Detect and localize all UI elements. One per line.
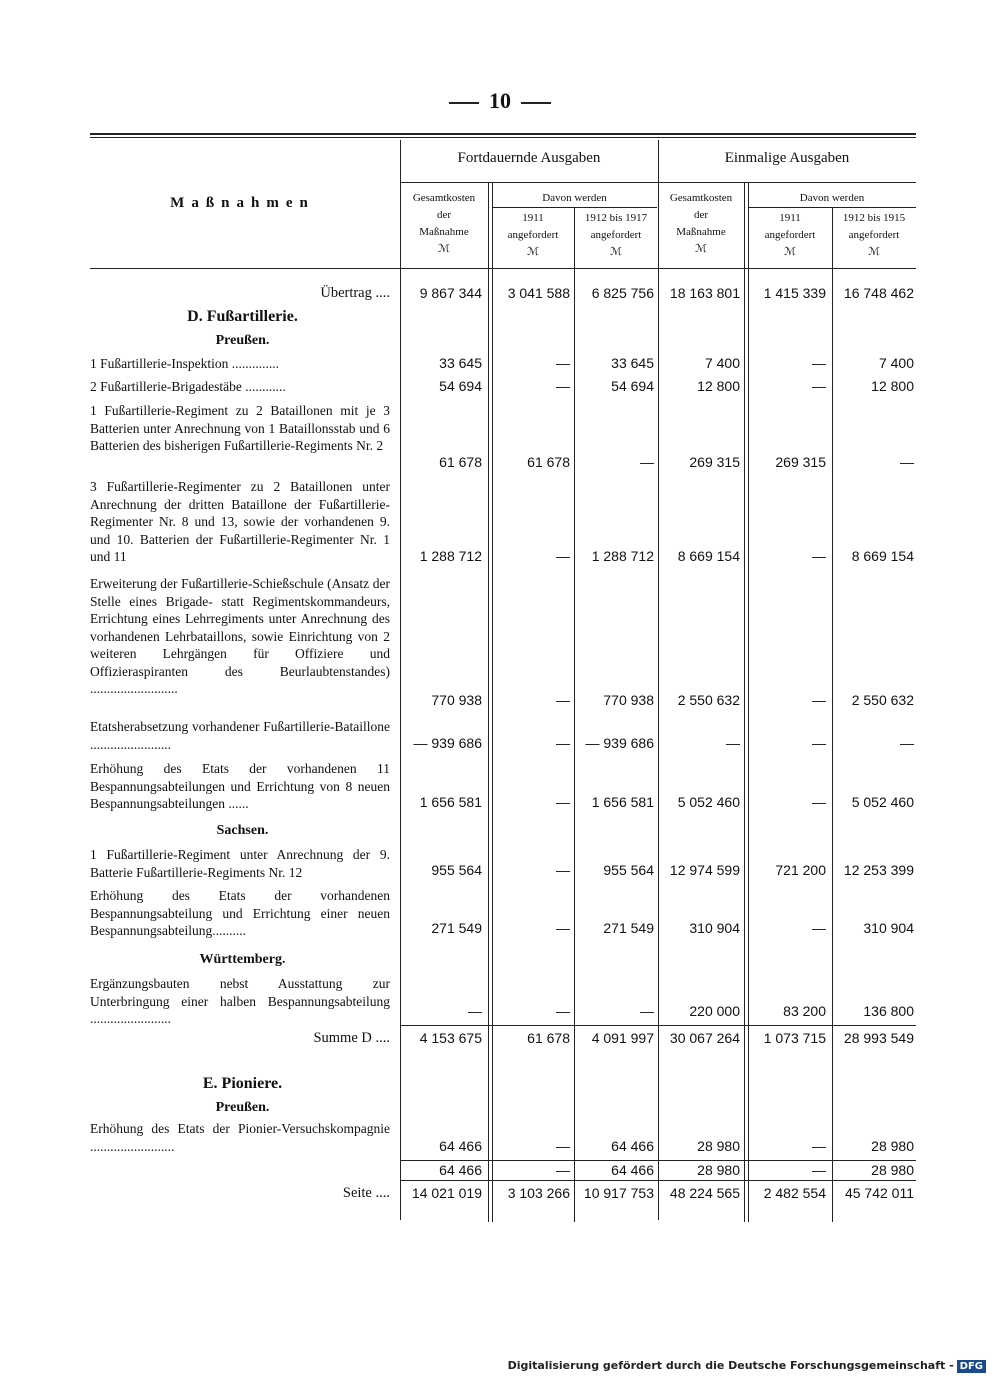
section-heading: Preußen. — [215, 1100, 270, 1115]
table-cell: 2 550 632 — [851, 692, 914, 708]
table-cell: 10 917 753 — [583, 1185, 654, 1201]
table-cell: 12 800 — [697, 378, 740, 394]
page-number — [0, 88, 1000, 114]
table-cell: 271 549 — [431, 920, 482, 936]
col-gesamt-1 — [400, 190, 488, 258]
col-gesamt-line: der — [436, 209, 452, 221]
table-cell: 45 742 011 — [844, 1185, 914, 1201]
col-gesamt-2 — [658, 190, 744, 258]
section-heading: Sachsen. — [216, 823, 269, 838]
dfg-logo: DFG — [957, 1360, 986, 1373]
header-bottom-rule — [90, 268, 916, 269]
col-gesamt-line: der — [693, 209, 709, 221]
row-label: Etatsherabsetzung vorhandener Fußartillerie-Bataillone ........................ — [90, 719, 390, 752]
table-cell: 5 052 460 — [851, 794, 914, 810]
col-1912-line: angefordert — [848, 229, 900, 241]
table-cell: — — [556, 920, 570, 936]
row-label: Übertrag .... — [320, 285, 390, 301]
col-1911-line: angefordert — [764, 229, 816, 241]
section-heading: Württemberg. — [199, 952, 286, 967]
table-cell: 955 564 — [603, 862, 654, 878]
table-cell: — — [726, 735, 740, 751]
table-cell: — — [812, 735, 826, 751]
page-number-text: 10 — [489, 88, 511, 113]
col-1911-line: 1911 — [779, 212, 801, 224]
table-cell: 61 678 — [527, 454, 570, 470]
table-cell: 61 678 — [439, 454, 482, 470]
table-cell: — — [640, 454, 654, 470]
col-line-2b — [492, 182, 493, 1222]
table-cell: 33 645 — [611, 355, 654, 371]
unit-label: ℳ — [610, 246, 622, 258]
col-gesamt-line: Gesamtkosten — [669, 192, 733, 204]
group-einmalig: Einmalige Ausgaben — [724, 150, 850, 166]
table-cell: 220 000 — [689, 1003, 740, 1019]
table-cell: 83 200 — [783, 1003, 826, 1019]
row-label: Erhöhung des Etats der vorhandenen 11 Bespannungsabteilungen und Errichtung von 8 neuen Bespannungsabteilungen ...... — [90, 761, 390, 811]
dash-right — [521, 102, 551, 104]
table-cell: 48 224 565 — [669, 1185, 740, 1201]
row-label: Erhöhung des Etats der Pionier-Versuchskompagnie ......................... — [90, 1121, 390, 1154]
section-heading: E. Pioniere. — [202, 1075, 283, 1092]
table-cell: 721 200 — [775, 862, 826, 878]
row-label: Summe D .... — [313, 1030, 390, 1046]
footer — [508, 1359, 986, 1373]
table-cell: 18 163 801 — [669, 285, 740, 301]
footer-text: Digitalisierung gefördert durch die Deutsche Forschungsgemeinschaft - — [507, 1359, 954, 1372]
table-cell: — — [812, 378, 826, 394]
table-cell: 30 067 264 — [669, 1030, 740, 1046]
table-cell: 16 748 462 — [843, 285, 914, 301]
col-1912-line: angefordert — [590, 229, 642, 241]
table-cell: — — [556, 1138, 570, 1154]
col-gesamt-line: Maßnahme — [676, 226, 726, 238]
col-1912-line: 1912 bis 1915 — [842, 212, 906, 224]
table-cell: — — [812, 548, 826, 564]
table-cell: 3 041 588 — [507, 285, 570, 301]
col-1911-line: angefordert — [507, 229, 559, 241]
table-cell: 28 993 549 — [843, 1030, 914, 1046]
table-cell: 12 800 — [871, 378, 914, 394]
table-cell: 269 315 — [689, 454, 740, 470]
table-cell: 64 466 — [611, 1138, 654, 1154]
table-cell: — — [556, 862, 570, 878]
table-cell: 28 980 — [871, 1138, 914, 1154]
table-cell: — — [556, 378, 570, 394]
table-cell: — — [640, 1003, 654, 1019]
row-label: Ergänzungsbauten nebst Ausstattung zur Unterbringung einer halben Bespannungsabteilung ........................ — [90, 976, 390, 1026]
table-cell: 12 974 599 — [669, 862, 740, 878]
summe-d-rule — [400, 1025, 916, 1026]
row-label: Seite .... — [342, 1185, 390, 1201]
table-cell: 269 315 — [775, 454, 826, 470]
section-heading: D. Fußartillerie. — [187, 308, 298, 325]
table-cell: 1 656 581 — [419, 794, 482, 810]
table-cell: 7 400 — [704, 355, 740, 371]
dash-left — [449, 102, 479, 104]
col-line-6 — [832, 207, 833, 1222]
row-label: 1 Fußartillerie-Regiment unter Anrechnung der 9. Batterie Fußartillerie-Regiments Nr. 12 — [90, 847, 390, 880]
row-label: Erweiterung der Fußartillerie-Schießschule (Ansatz der Stelle eines Brigade- statt Regimentskommandeurs, Errichtung eines Lehrregiments unter Anrechnung des vorhandenen Lehrbataillons, sowie Einrichtung von 2 weiteren Lehrgängen für Offiziere und Offizieraspiranten des Beurlaubtenstandes) .......................... — [90, 576, 390, 696]
table-cell: 54 694 — [439, 378, 482, 394]
table-cell: — — [556, 1162, 570, 1178]
table-cell: — — [812, 355, 826, 371]
unit-label: ℳ — [695, 243, 707, 255]
table-cell: — — [556, 735, 570, 751]
table-cell: 955 564 — [431, 862, 482, 878]
col-1911-line: 1911 — [522, 212, 544, 224]
table-cell: 61 678 — [527, 1030, 570, 1046]
table-cell: 54 694 — [611, 378, 654, 394]
table-cell: 64 466 — [439, 1162, 482, 1178]
unit-label: ℳ — [868, 246, 880, 258]
table-cell: 271 549 — [603, 920, 654, 936]
col-1912-line: 1912 bis 1917 — [584, 212, 648, 224]
row-label: 1 Fußartillerie-Inspektion .............. — [90, 356, 279, 371]
table-cell: — — [812, 794, 826, 810]
table-cell: 64 466 — [611, 1162, 654, 1178]
table-cell: — — [556, 692, 570, 708]
table-cell: 7 400 — [878, 355, 914, 371]
table-cell: 310 904 — [689, 920, 740, 936]
table-cell: 6 825 756 — [591, 285, 654, 301]
table-cell: — — [812, 1138, 826, 1154]
row-label: 3 Fußartillerie-Regimenter zu 2 Bataillonen unter Anrechnung der dritten Bataillone der Fußartillerie-Regimenter Nr. 8 und 13, sowie der vorhandenen 9. und 10. Batterien der Fußartillerie-Regimenter Nr. 1 und 11 — [90, 479, 390, 564]
col-1911-b — [748, 210, 832, 261]
massnahmen-header: Maßnahmen — [170, 195, 315, 211]
table-cell: 4 091 997 — [591, 1030, 654, 1046]
table-cell: — — [556, 794, 570, 810]
table-cell: 1 415 339 — [763, 285, 826, 301]
davon-2: Davon werden — [799, 192, 865, 204]
table-cell: 5 052 460 — [677, 794, 740, 810]
col-line-5a — [744, 182, 745, 1222]
table-cell: 8 669 154 — [851, 548, 914, 564]
unit-label: ℳ — [527, 246, 539, 258]
table-cell: — — [900, 735, 914, 751]
table-cell: 136 800 — [863, 1003, 914, 1019]
table-cell: 12 253 399 — [843, 862, 914, 878]
table-cell: — 939 686 — [585, 735, 654, 751]
table-top-rule — [90, 133, 916, 135]
table-cell: 9 867 344 — [419, 285, 482, 301]
unit-label: ℳ — [438, 243, 450, 255]
table-cell: — — [812, 692, 826, 708]
table-cell: 1 288 712 — [591, 548, 654, 564]
table-cell: — — [468, 1003, 482, 1019]
table-cell: 4 153 675 — [419, 1030, 482, 1046]
table-cell: 14 021 019 — [411, 1185, 482, 1201]
table-cell: 770 938 — [603, 692, 654, 708]
col-line-2a — [488, 182, 489, 1222]
table-cell: 310 904 — [863, 920, 914, 936]
unit-label: ℳ — [784, 246, 796, 258]
table-cell: — — [556, 1003, 570, 1019]
pioniere-sum-rule — [400, 1160, 916, 1161]
col-1911-a — [492, 210, 574, 261]
table-cell: — — [556, 355, 570, 371]
section-heading: Preußen. — [215, 333, 270, 348]
col-gesamt-line: Maßnahme — [419, 226, 469, 238]
table-cell: 64 466 — [439, 1138, 482, 1154]
table-cell: — — [900, 454, 914, 470]
group-fortdauernd: Fortdauernde Ausgaben — [457, 150, 601, 166]
table-cell: 28 980 — [697, 1138, 740, 1154]
table-cell: 8 669 154 — [677, 548, 740, 564]
seite-rule — [400, 1180, 916, 1181]
col-line-1 — [400, 140, 401, 1220]
table-cell: — 939 686 — [413, 735, 482, 751]
table-cell: — — [556, 548, 570, 564]
table-cell: 2 550 632 — [677, 692, 740, 708]
table-cell: — — [812, 920, 826, 936]
davon-1: Davon werden — [542, 192, 607, 204]
col-line-3 — [574, 207, 575, 1222]
table-cell: 1 656 581 — [591, 794, 654, 810]
row-label: 1 Fußartillerie-Regiment zu 2 Bataillonen mit je 3 Batterien unter Anrechnung von 1 Bataillonsstab und 6 Batterien des bisherigen Fußartillerie-Regiments Nr. 2 — [90, 403, 390, 453]
row-label: 2 Fußartillerie-Brigadestäbe ............ — [90, 379, 286, 394]
table-cell: 33 645 — [439, 355, 482, 371]
col-line-4 — [658, 140, 659, 1220]
table-cell: 1 073 715 — [763, 1030, 826, 1046]
col-1912-1915 — [832, 210, 916, 261]
table-cell: — — [812, 1162, 826, 1178]
table-cell: 28 980 — [871, 1162, 914, 1178]
table-cell: 3 103 266 — [507, 1185, 570, 1201]
col-1912-1917 — [574, 210, 658, 261]
table-top-rule-2 — [90, 137, 916, 138]
table-cell: 28 980 — [697, 1162, 740, 1178]
table-cell: 770 938 — [431, 692, 482, 708]
col-line-5b — [748, 182, 749, 1222]
col-gesamt-line: Gesamtkosten — [412, 192, 476, 204]
row-label: Erhöhung des Etats der vorhandenen Bespannungsabteilung und Errichtung einer neuen Bespannungsabteilung.......... — [90, 888, 390, 938]
table-cell: 2 482 554 — [763, 1185, 826, 1201]
table-cell: 1 288 712 — [419, 548, 482, 564]
